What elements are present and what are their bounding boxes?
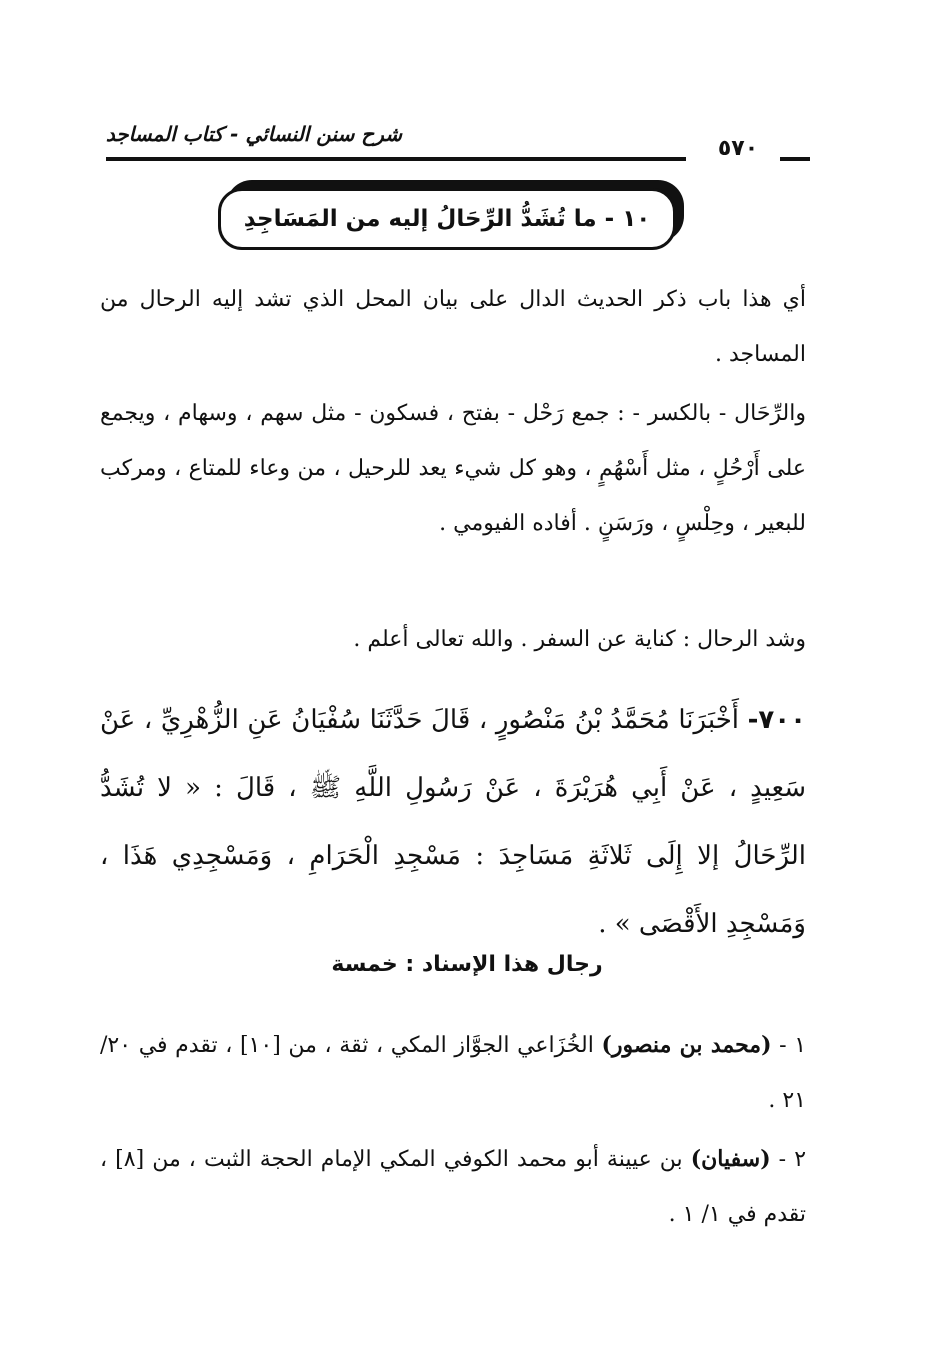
narrator-details: بن عيينة أبو محمد الكوفي المكي الإمام الحجة الثبت ، من [٨] ، تقدم في ١/ ١ . <box>100 1147 806 1227</box>
chapter-box <box>218 188 676 250</box>
chapter-heading: ١٠ - ما تُشَدُّ الرِّحَالُ إليه من المَسَاجِدِ <box>243 206 651 232</box>
hadith-number: ٧٠٠- <box>747 705 807 735</box>
narrator-entry <box>100 1018 806 1128</box>
header-rule <box>106 157 686 161</box>
intro-paragraph: أي هذا باب ذكر الحديث الدال على بيان المحل الذي تشد إليه الرحال من المساجد . <box>100 287 806 367</box>
meaning-paragraph: وشد الرحال : كناية عن السفر . والله تعالى أعلم . <box>353 627 806 652</box>
definition-paragraph: والرِّحَال - بالكسر - : جمع رَحْل - بفتح ، فسكون - مثل سهم ، وسهام ، ويجمع على أَرْحُلٍ ، مثل أَسْهُمٍ ، وهو كل شيء يعد للرحيل ، من وعاء للمتاع ، ومركب للبعير ، وحِلْسٍ ، ورَسَنٍ . أفاده الفيومي . <box>100 401 806 536</box>
narrator-name: (محمد بن منصور) <box>601 1032 772 1058</box>
header-rule-short <box>780 157 810 161</box>
narrator-entry <box>100 1132 806 1242</box>
running-header-title: شرح سنن النسائي - كتاب المساجد <box>105 122 402 146</box>
hadith-text: أَخْبَرَنَا مُحَمَّدُ بْنُ مَنْصُورٍ ، قَالَ حَدَّثَنَا سُفْيَانُ عَنِ الزُّهْرِيِّ ، عَنْ سَعِيدٍ ، عَنْ أَبِي هُرَيْرَةَ ، عَنْ رَسُولِ اللَّهِ ﷺ ، قَالَ : « لا تُشَدُّ الرِّحَالُ إلا إِلَى ثَلاثَةِ مَسَاجِدَ : مَسْجِدِ الْحَرَامِ ، وَمَسْجِدِي هَذَا ، وَمَسْجِدِ الأَقْصَى » . <box>100 705 806 939</box>
narrator-number: ٢ - <box>770 1147 807 1172</box>
narrator-details: الخُزَاعي الجوَّاز المكي ، ثقة ، من [١٠] ، تقدم في ٢٠/ ٢١ . <box>100 1033 806 1113</box>
section-heading: رجال هذا الإسناد : خمسة <box>331 952 603 977</box>
narrator-name: (سفيان) <box>690 1146 771 1172</box>
hadith-text-block <box>100 686 806 958</box>
narrator-number: ١ - <box>771 1033 807 1058</box>
page-number: ٥٧٠ <box>717 136 759 161</box>
